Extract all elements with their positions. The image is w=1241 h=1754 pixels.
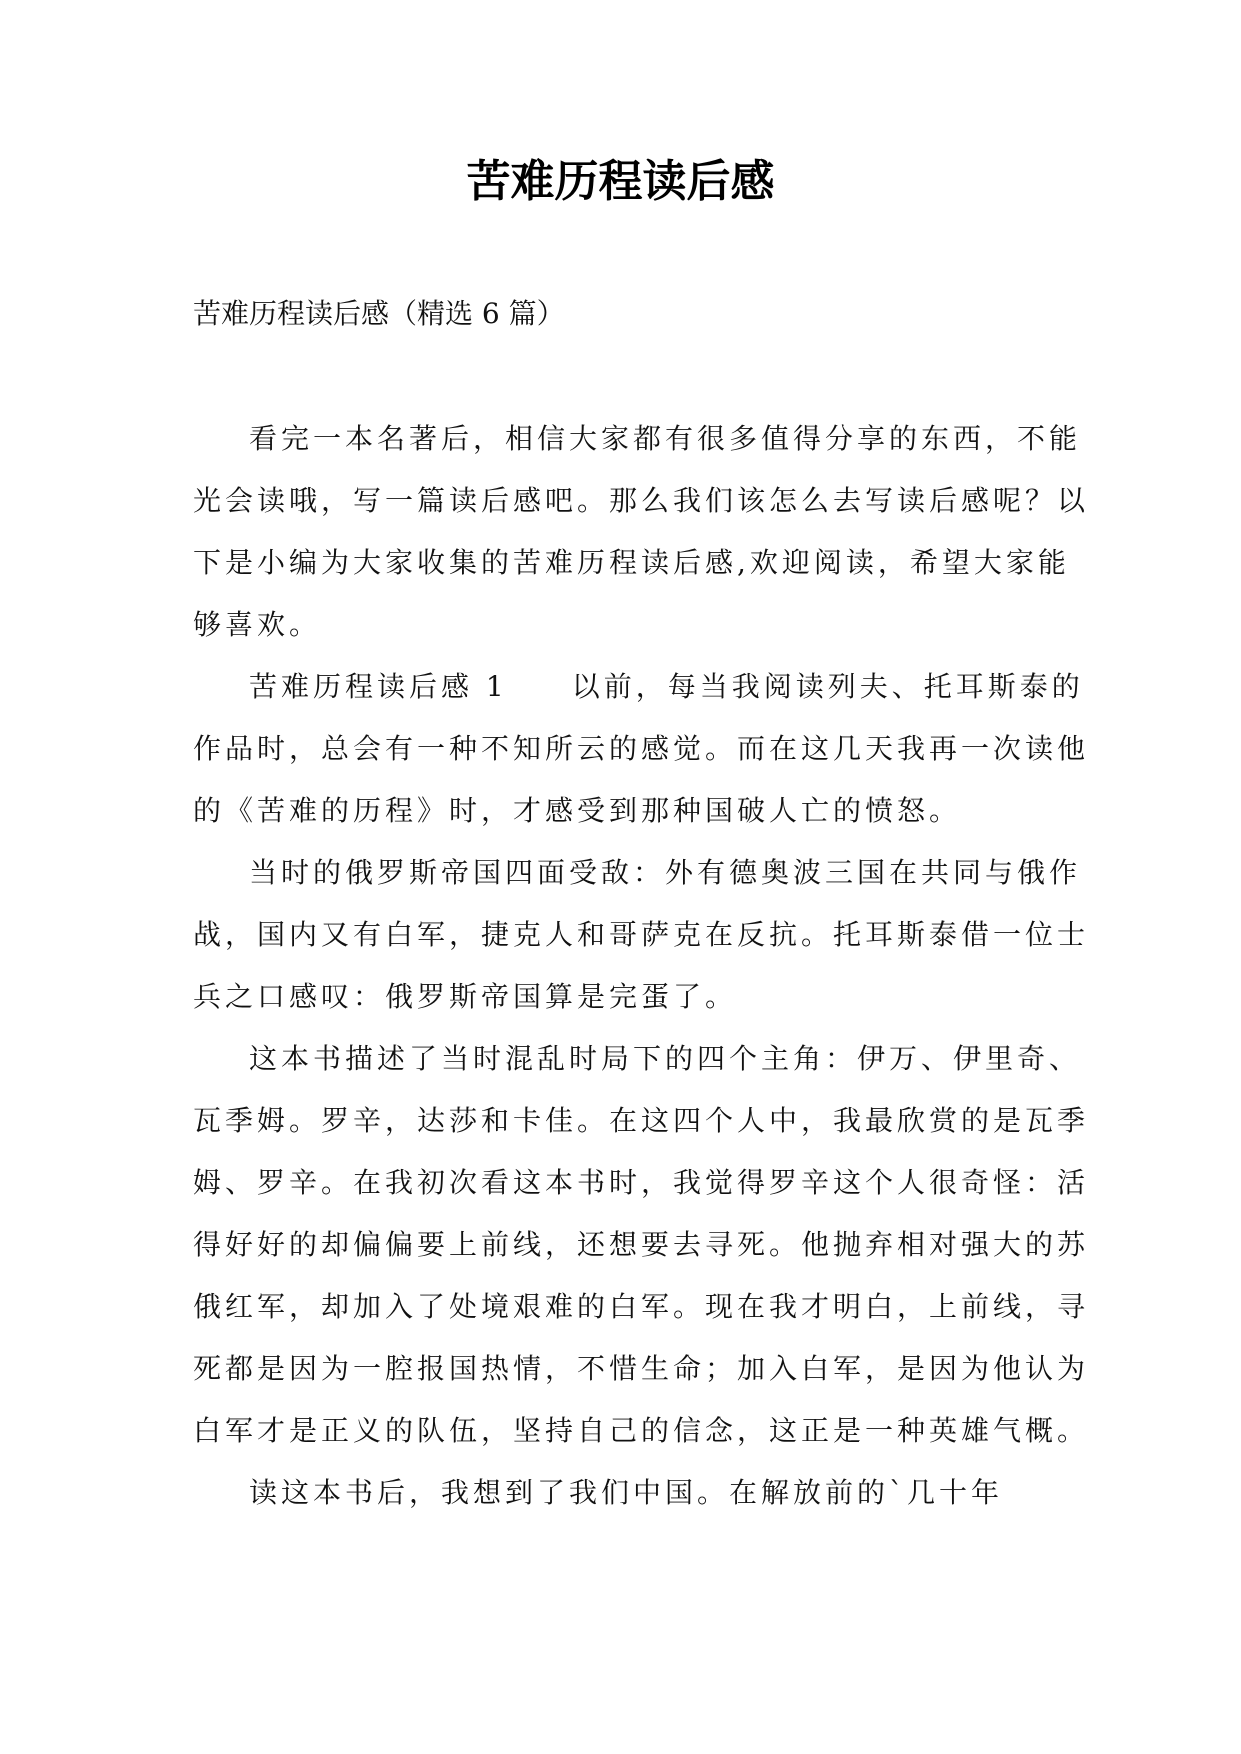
paragraph-protagonists: 这本书描述了当时混乱时局下的四个主角：伊万、伊里奇、瓦季姆。罗辛，达莎和卡佳。在这四个人中，我最欣赏的是瓦季姆、罗辛。在我初次看这本书时，我觉得罗辛这个人很奇怪：活得好好的却偏偏要上前线，还想要去寻死。他抛弃相对强大的苏俄红军，却加入了处境艰难的白军。现在我才明白，上前线，寻死都是因为一腔报国热情，不惜生命；加入白军，是因为他认为白军才是正义的队伍，坚持自己的信念，这正是一种英雄气概。 (193, 1042, 1090, 1447)
paragraph-china: 读这本书后，我想到了我们中国。在解放前的`几十年 (249, 1476, 1004, 1509)
paragraph-essay-1-opening: 苦难历程读后感 1 以前，每当我阅读列夫、托耳斯泰的作品时，总会有一种不知所云的感觉。而在这几天我再一次读他的《苦难的历程》时，才感受到那种国破人亡的愤怒。 (193, 670, 1090, 827)
document-title: 苦难历程读后感 (466, 156, 775, 207)
paragraph-russian-empire: 当时的俄罗斯帝国四面受敌：外有德奥波三国在共同与俄作战，国内又有白军，捷克人和哥萨克在反抗。托耳斯泰借一位士兵之口感叹：俄罗斯帝国算是完蛋了。 (193, 856, 1090, 1013)
paragraph-intro: 看完一本名著后，相信大家都有很多值得分享的东西，不能光会读哦，写一篇读后感吧。那么我们该怎么去写读后感呢？以下是小编为大家收集的苦难历程读后感,欢迎阅读，希望大家能够喜欢。 (193, 422, 1090, 641)
document-body (193, 408, 1093, 1524)
document-subtitle: 苦难历程读后感（精选 6 篇） (193, 297, 565, 330)
